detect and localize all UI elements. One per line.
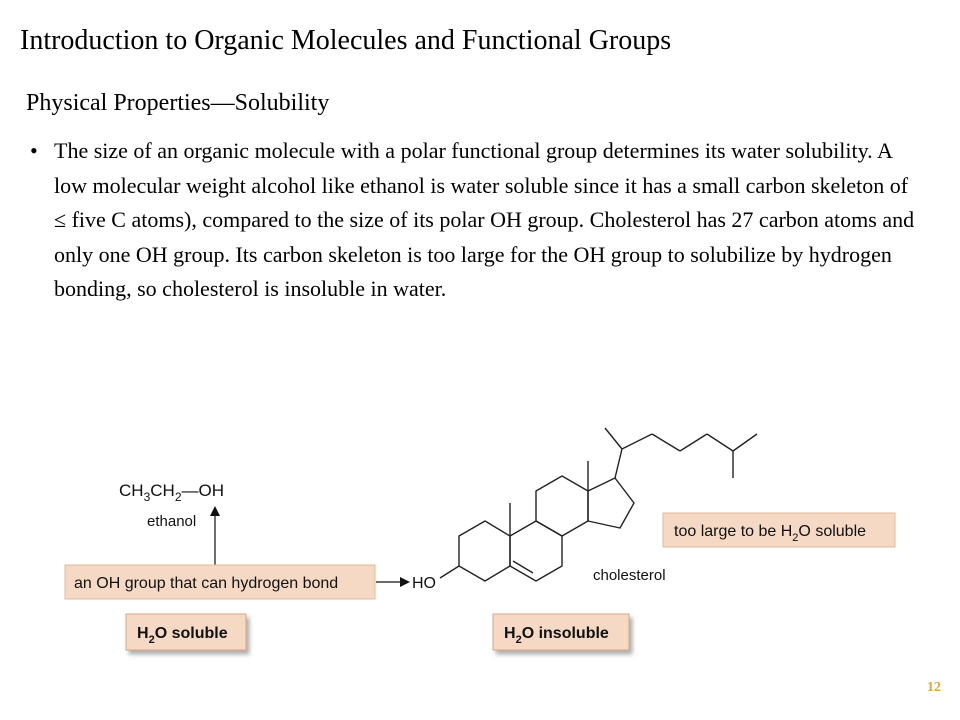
oh-callout-text: an OH group that can hydrogen bond bbox=[74, 575, 339, 592]
ho-label: HO bbox=[412, 575, 436, 592]
slide-title: Introduction to Organic Molecules and Functional Groups bbox=[20, 25, 672, 56]
section-subtitle: Physical Properties—Solubility bbox=[26, 90, 330, 116]
too-large-callout-text: too large to be $H_2O$ soluble bbox=[674, 523, 867, 544]
bullet-text: The size of an organic molecule with a polar functional group determines its water solubility. A low molecular weight alcohol like ethanol is water soluble since it has a small carbon skeleton of ≤ five C atoms), compared to the size of its polar OH group. Cholesterol has 27 carbon atoms and only one OH group. Its carbon skeleton is too large for the OH group to solubilize by hydrogen bonding, so cholesterol is insoluble in water. bbox=[54, 138, 915, 301]
insoluble-box-text: $H_2O$ insoluble bbox=[504, 625, 609, 646]
page-number: 12 bbox=[927, 680, 941, 695]
cholesterol-label: cholesterol bbox=[593, 567, 666, 584]
soluble-box-text: $H_2O$ soluble bbox=[137, 625, 228, 646]
cholesterol-structure bbox=[440, 428, 757, 581]
ethanol-label: ethanol bbox=[147, 513, 197, 530]
bullet-symbol: • bbox=[30, 138, 38, 163]
ethanol-formula: $CH_3CH_2—OH$ bbox=[119, 481, 224, 504]
